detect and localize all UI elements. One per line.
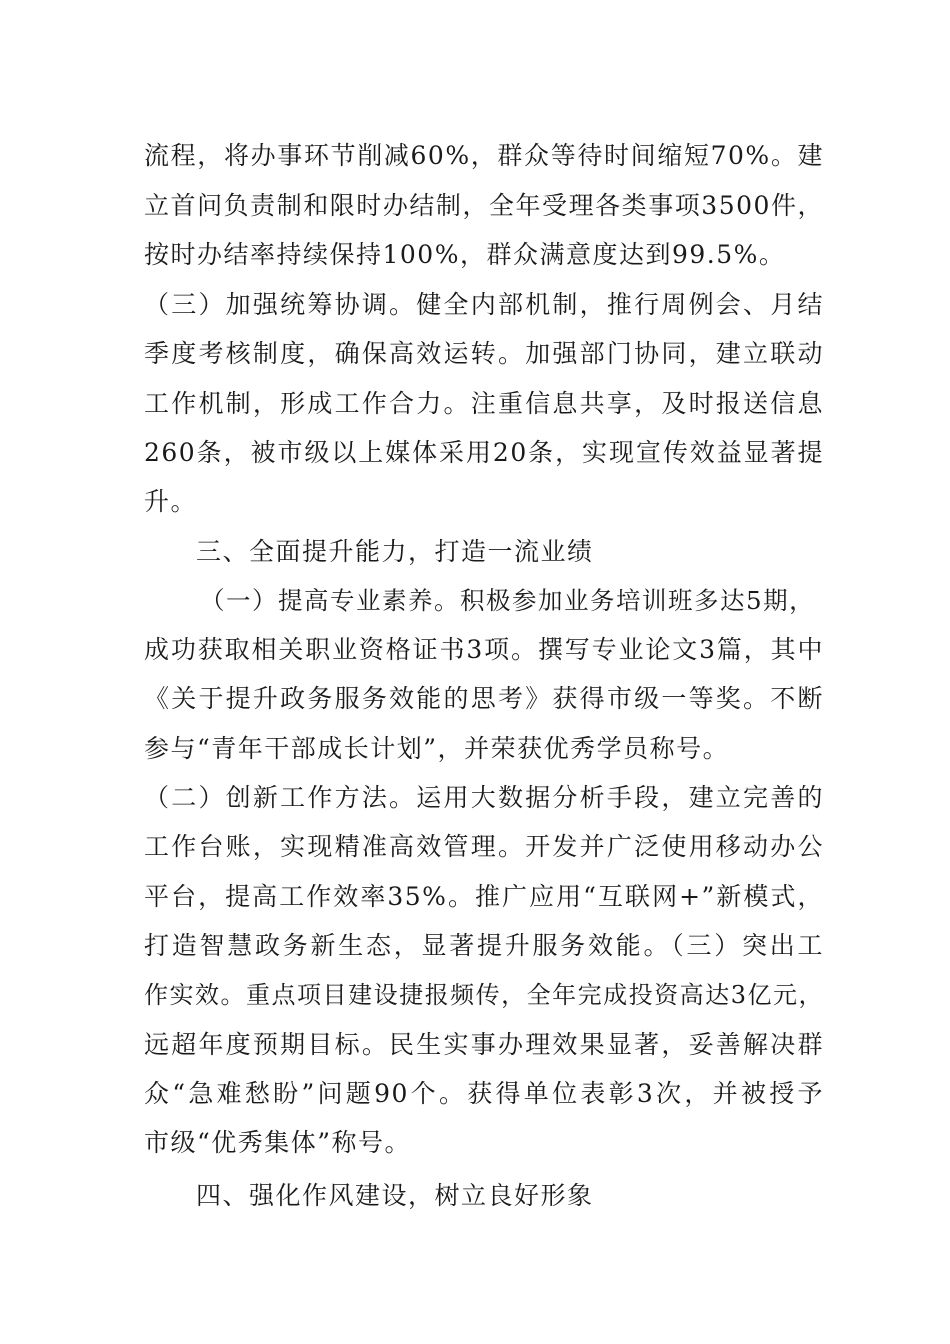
section-heading: 四、强化作风建设，树立良好形象 [196, 1181, 594, 1210]
body-text-line: 作实效。重点项目建设捷报频传，全年完成投资高达3亿元， [144, 981, 824, 1009]
body-text-line: 成功获取相关职业资格证书3项。撰写专业论文3篇，其中 [144, 635, 824, 664]
body-text-line: 升。 [144, 487, 198, 516]
body-text-line: 远超年度预期目标。民生实事办理效果显著，妥善解决群 [144, 1030, 824, 1059]
body-text-line: 季度考核制度，确保高效运转。加强部门协同，建立联动 [144, 339, 824, 368]
body-text-line: 打造智慧政务新生态，显著提升服务效能。（三）突出工 [144, 931, 824, 960]
body-text-line: （一）提高专业素养。积极参加业务培训班多达5期， [200, 586, 816, 615]
body-text-line: （二）创新工作方法。运用大数据分析手段，建立完善的 [144, 783, 824, 812]
section-heading: 三、全面提升能力，打造一流业绩 [196, 537, 594, 566]
body-text-line: 参与“青年干部成长计划”，并荣获优秀学员称号。 [144, 734, 730, 763]
body-text-line: 流程，将办事环节削减60%，群众等待时间缩短70%。建 [144, 141, 824, 170]
body-text-line: 工作台账，实现精准高效管理。开发并广泛使用移动办公 [144, 832, 824, 861]
body-text-line: 工作机制，形成工作合力。注重信息共享，及时报送信息 [144, 389, 824, 418]
body-text-line: 平台，提高工作效率35%。推广应用“互联网+”新模式， [144, 882, 824, 911]
body-text-line: 市级“优秀集体”称号。 [144, 1128, 412, 1157]
body-text-line: 立首问负责制和限时办结制，全年受理各类事项3500件， [144, 191, 824, 220]
body-text-line: 260条，被市级以上媒体采用20条，实现宣传效益显著提 [144, 438, 824, 467]
body-text-line: （三）加强统筹协调。健全内部机制，推行周例会、月结 [144, 290, 824, 319]
body-text-line: 《关于提升政务服务效能的思考》获得市级一等奖。不断 [144, 684, 824, 713]
body-text-line: 众“急难愁盼”问题90个。获得单位表彰3次，并被授予 [144, 1079, 824, 1108]
body-text-line: 按时办结率持续保持100%，群众满意度达到99.5%。 [144, 240, 786, 269]
